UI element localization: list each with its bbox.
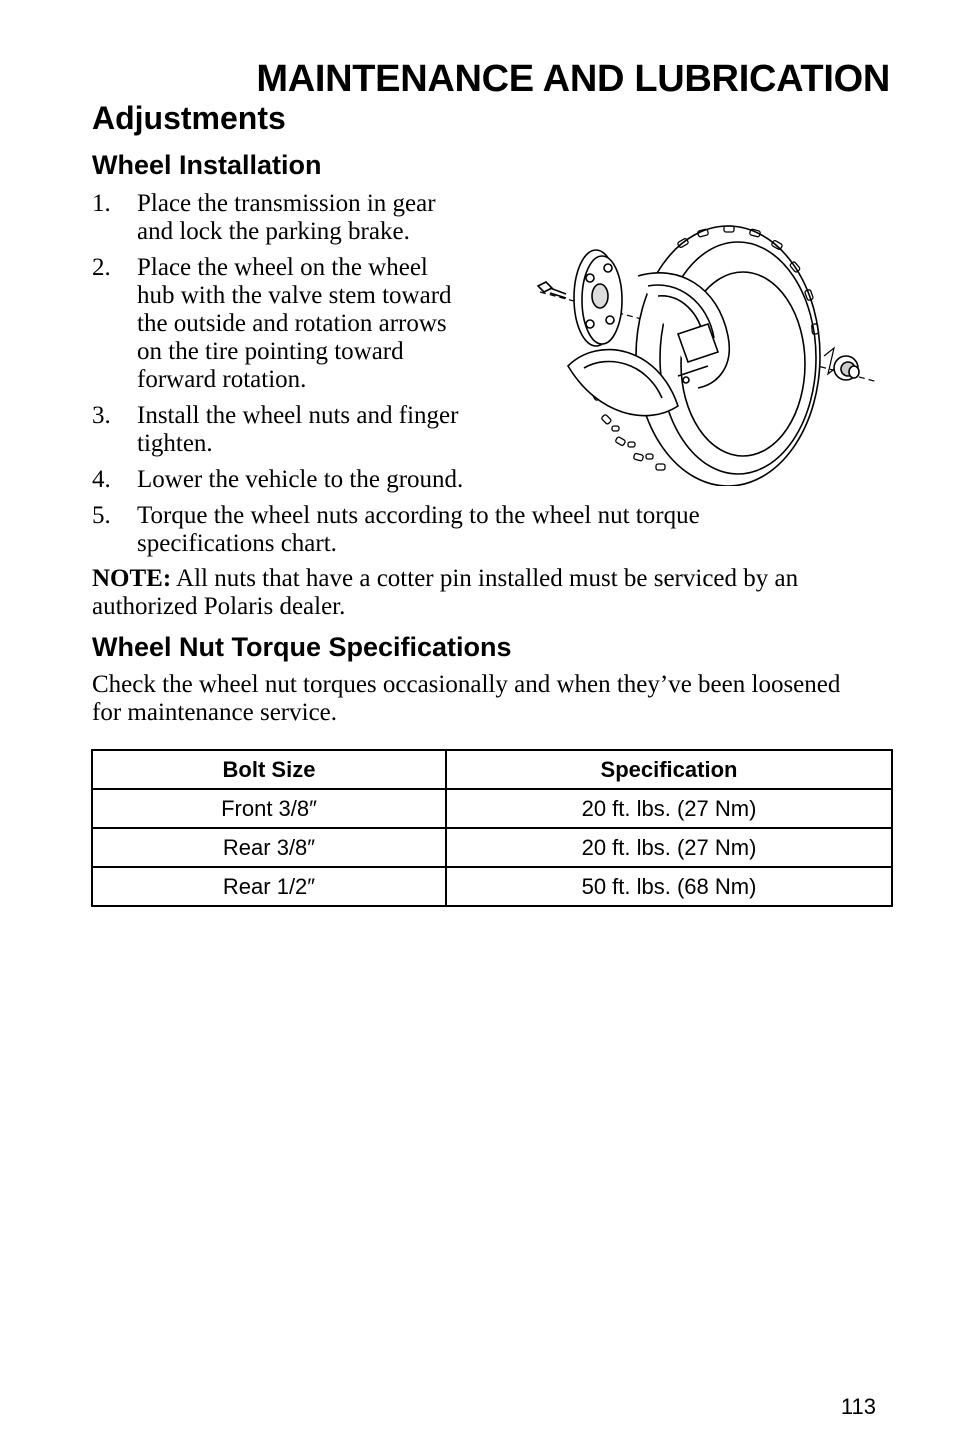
table-cell: Rear 3/8″	[92, 828, 446, 867]
note-text: All nuts that have a cotter pin installed must be serviced by an authorized Polaris dealer.	[92, 565, 799, 620]
wheel-nut-icon	[834, 356, 859, 380]
step-line: specifications chart.	[137, 530, 337, 557]
step-line: Torque the wheel nuts according to the wheel nut torque	[137, 502, 700, 529]
wheel-installation-heading: Wheel Installation	[92, 150, 322, 180]
table-header-row	[92, 750, 892, 789]
step-line: Install the wheel nuts and finger	[137, 402, 459, 429]
note-label: NOTE:	[92, 565, 172, 592]
step-line: and lock the parking brake.	[137, 218, 410, 245]
chapter-title: MAINTENANCE AND LUBRICATION	[256, 58, 890, 100]
column-header-specification: Specification	[446, 750, 892, 789]
torque-intro-paragraph: Check the wheel nut torques occasionally and when they’ve been loosened for maintenance service.	[92, 671, 841, 726]
wheel-hub-diagram-icon	[528, 216, 888, 486]
step-line: Place the wheel on the wheel	[137, 254, 428, 281]
step-line: the outside and rotation arrows	[137, 310, 447, 337]
step-number: 4.	[92, 466, 111, 493]
step-line: tighten.	[137, 430, 213, 457]
table-row	[92, 789, 892, 828]
section-title: Adjustments	[92, 100, 286, 136]
table-cell: Front 3/8″	[92, 789, 446, 828]
step-line: hub with the valve stem toward	[137, 282, 452, 309]
page-number: 113	[840, 1394, 876, 1419]
step-number: 1.	[92, 190, 111, 217]
table-row	[92, 828, 892, 867]
hub-icon	[574, 250, 622, 346]
table-cell: 50 ft. lbs. (68 Nm)	[446, 867, 892, 906]
torque-specs-heading: Wheel Nut Torque Specifications	[92, 632, 512, 662]
table-cell: 20 ft. lbs. (27 Nm)	[446, 789, 892, 828]
column-header-bolt-size: Bolt Size	[92, 750, 446, 789]
step-line: on the tire pointing toward	[137, 338, 404, 365]
step-number: 5.	[92, 502, 111, 529]
table-row	[92, 867, 892, 906]
step-number: 3.	[92, 402, 111, 429]
note-paragraph	[92, 565, 892, 621]
list-item	[92, 502, 700, 558]
step-line: forward rotation.	[137, 366, 307, 393]
torque-spec-table	[91, 749, 893, 907]
step-line: Lower the vehicle to the ground.	[137, 466, 464, 493]
step-number: 2.	[92, 254, 111, 281]
step-line: Place the transmission in gear	[137, 190, 436, 217]
table-cell: 20 ft. lbs. (27 Nm)	[446, 828, 892, 867]
table-cell: Rear 1/2″	[92, 867, 446, 906]
